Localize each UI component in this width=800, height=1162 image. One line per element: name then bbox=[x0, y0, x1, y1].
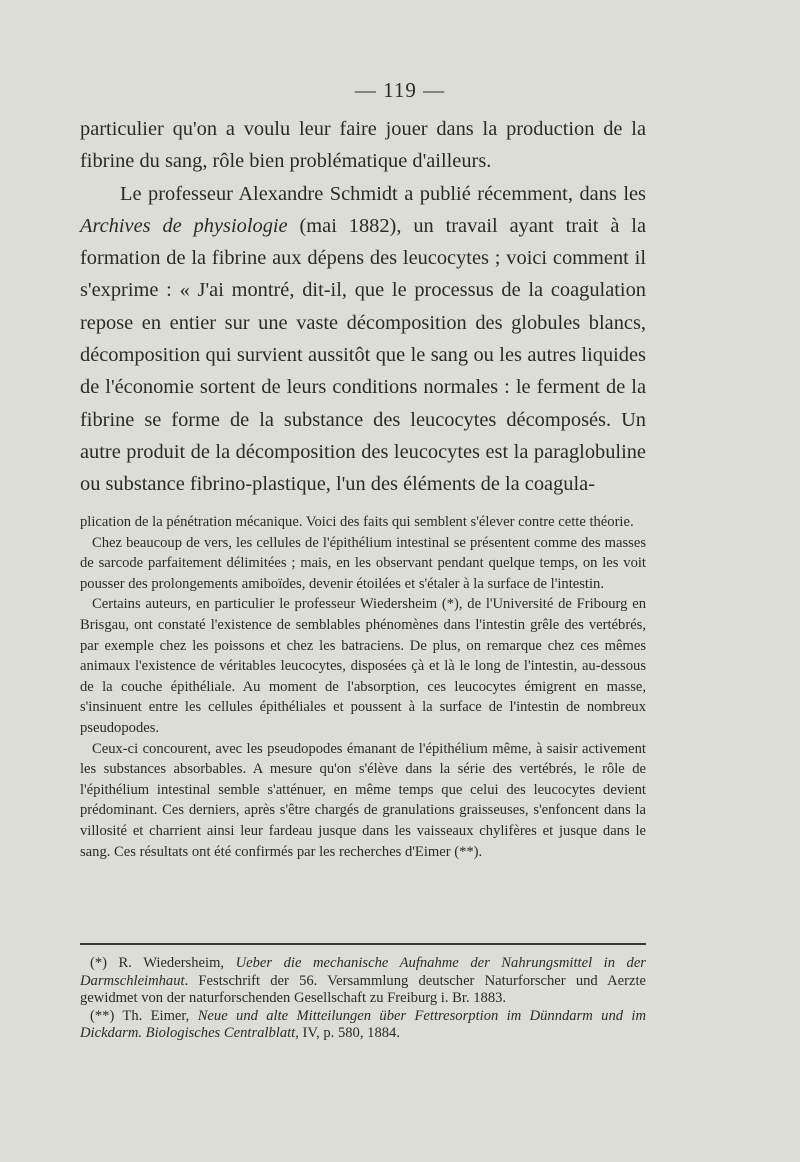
main-paragraph-1: particulier qu'on a voulu leur faire jouer dans la production de la fibrine du sang, rôle bien problématique d'ailleurs. bbox=[80, 118, 646, 173]
main-paragraph-2 bbox=[80, 178, 646, 501]
page-number: — 119 — bbox=[354, 78, 446, 102]
footnote-1 bbox=[80, 955, 646, 1008]
small-paragraph-3: Certains auteurs, en particulier le professeur Wiedersheim (*), de l'Université de Fribourg en Brisgau, ont constaté l'existence de semblables phénomènes dans l'intestin grêle des vertébrés, par exemple chez les poissons et chez les batraciens. De plus, on remarque chez ces mêmes animaux l'existence de véritables leucocytes, disposées çà et là le long de l'intestin, au-dessous de la couche épithéliale. Au moment de l'absorption, ces leucocytes émigrent en masse, s'insinuent entre les cellules épithéliales et poussent à la surface de l'intestin de nombreux pseudopodes. bbox=[80, 596, 646, 736]
footnote-2 bbox=[80, 1008, 646, 1043]
footnote-1-author: (*) R. Wiedersheim, bbox=[90, 955, 236, 971]
footnote-divider bbox=[80, 943, 646, 945]
small-paragraph-1: plication de la pénétration mécanique. Voici des faits qui semblent s'élever contre cette théorie. bbox=[80, 514, 634, 530]
main-p2-text-c: (mai 1882), un travail ayant trait à la formation de la fibrine aux dépens des leucocytes ; voici comment il s'exprime : « J'ai montré, dit-il, que le processus de la coagulation repose en entier sur une vaste décomposition des globules blancs, décomposition qui survient aussitôt que le sang ou les autres liquides de l'économie sortent de leurs conditions normales : le ferment de la fibrine se forme de la substance des leucocytes décomposés. Un autre produit de la décomposition des leucocytes est la paraglobuline ou substance fibrino-plastique, l'un des éléments de la coagula- bbox=[80, 214, 646, 496]
small-paragraph-2: Chez beaucoup de vers, les cellules de l'épithélium intestinal se présentent comme des masses de sarcode parfaitement délimitées ; mais, en les observant pendant quelque temps, on les voit pousser des prolongements amiboïdes, devenir étoilées et s'étaler à la surface de l'intestin. bbox=[80, 534, 646, 592]
footnote-1-title: Ueber die mechanische Aufnahme der Nahrungsmittel in der Darmschleimhaut bbox=[80, 955, 646, 989]
main-text bbox=[80, 113, 646, 501]
footnote-2-author: (**) Th. Eimer, bbox=[90, 1007, 198, 1024]
small-print-text bbox=[80, 512, 646, 862]
footnote-2-title: Neue und alte Mitteilungen über Fettresorption im Dünndarm und im Dickdarm. Biologisches Centralblatt bbox=[80, 1007, 647, 1042]
small-paragraph-4: Ceux-ci concourent, avec les pseudopodes émanant de l'épithélium même, à saisir activement les substances absorbables. A mesure qu'on s'élève dans la série des vertébrés, le rôle de l'épithélium intestinal semble s'atténuer, en même temps que celui des leucocytes devient prédominant. Ces derniers, après s'être chargés de granulations graisseuses, s'enfoncent dans la villosité et charrient ainsi leur fardeau jusque dans les vaisseaux chylifères et jusque dans le sang. Ces résultats ont été confirmés par les recherches d'Eimer (**). bbox=[80, 740, 646, 860]
footnote-1-details: . Festschrift der 56. Versammlung deutscher Naturforscher und Aerzte gewidmet von der naturforschenden Gesellschaft zu Freiburg i. Br. 1883. bbox=[80, 972, 646, 1007]
main-p2-text-a: Le professeur Alexandre Schmidt a publié récemment, dans les bbox=[120, 182, 646, 205]
journal-title: Archives de physiologie bbox=[80, 214, 288, 237]
footnote-2-details: , IV, p. 580, 1884. bbox=[295, 1025, 400, 1042]
footnotes bbox=[80, 955, 646, 1043]
